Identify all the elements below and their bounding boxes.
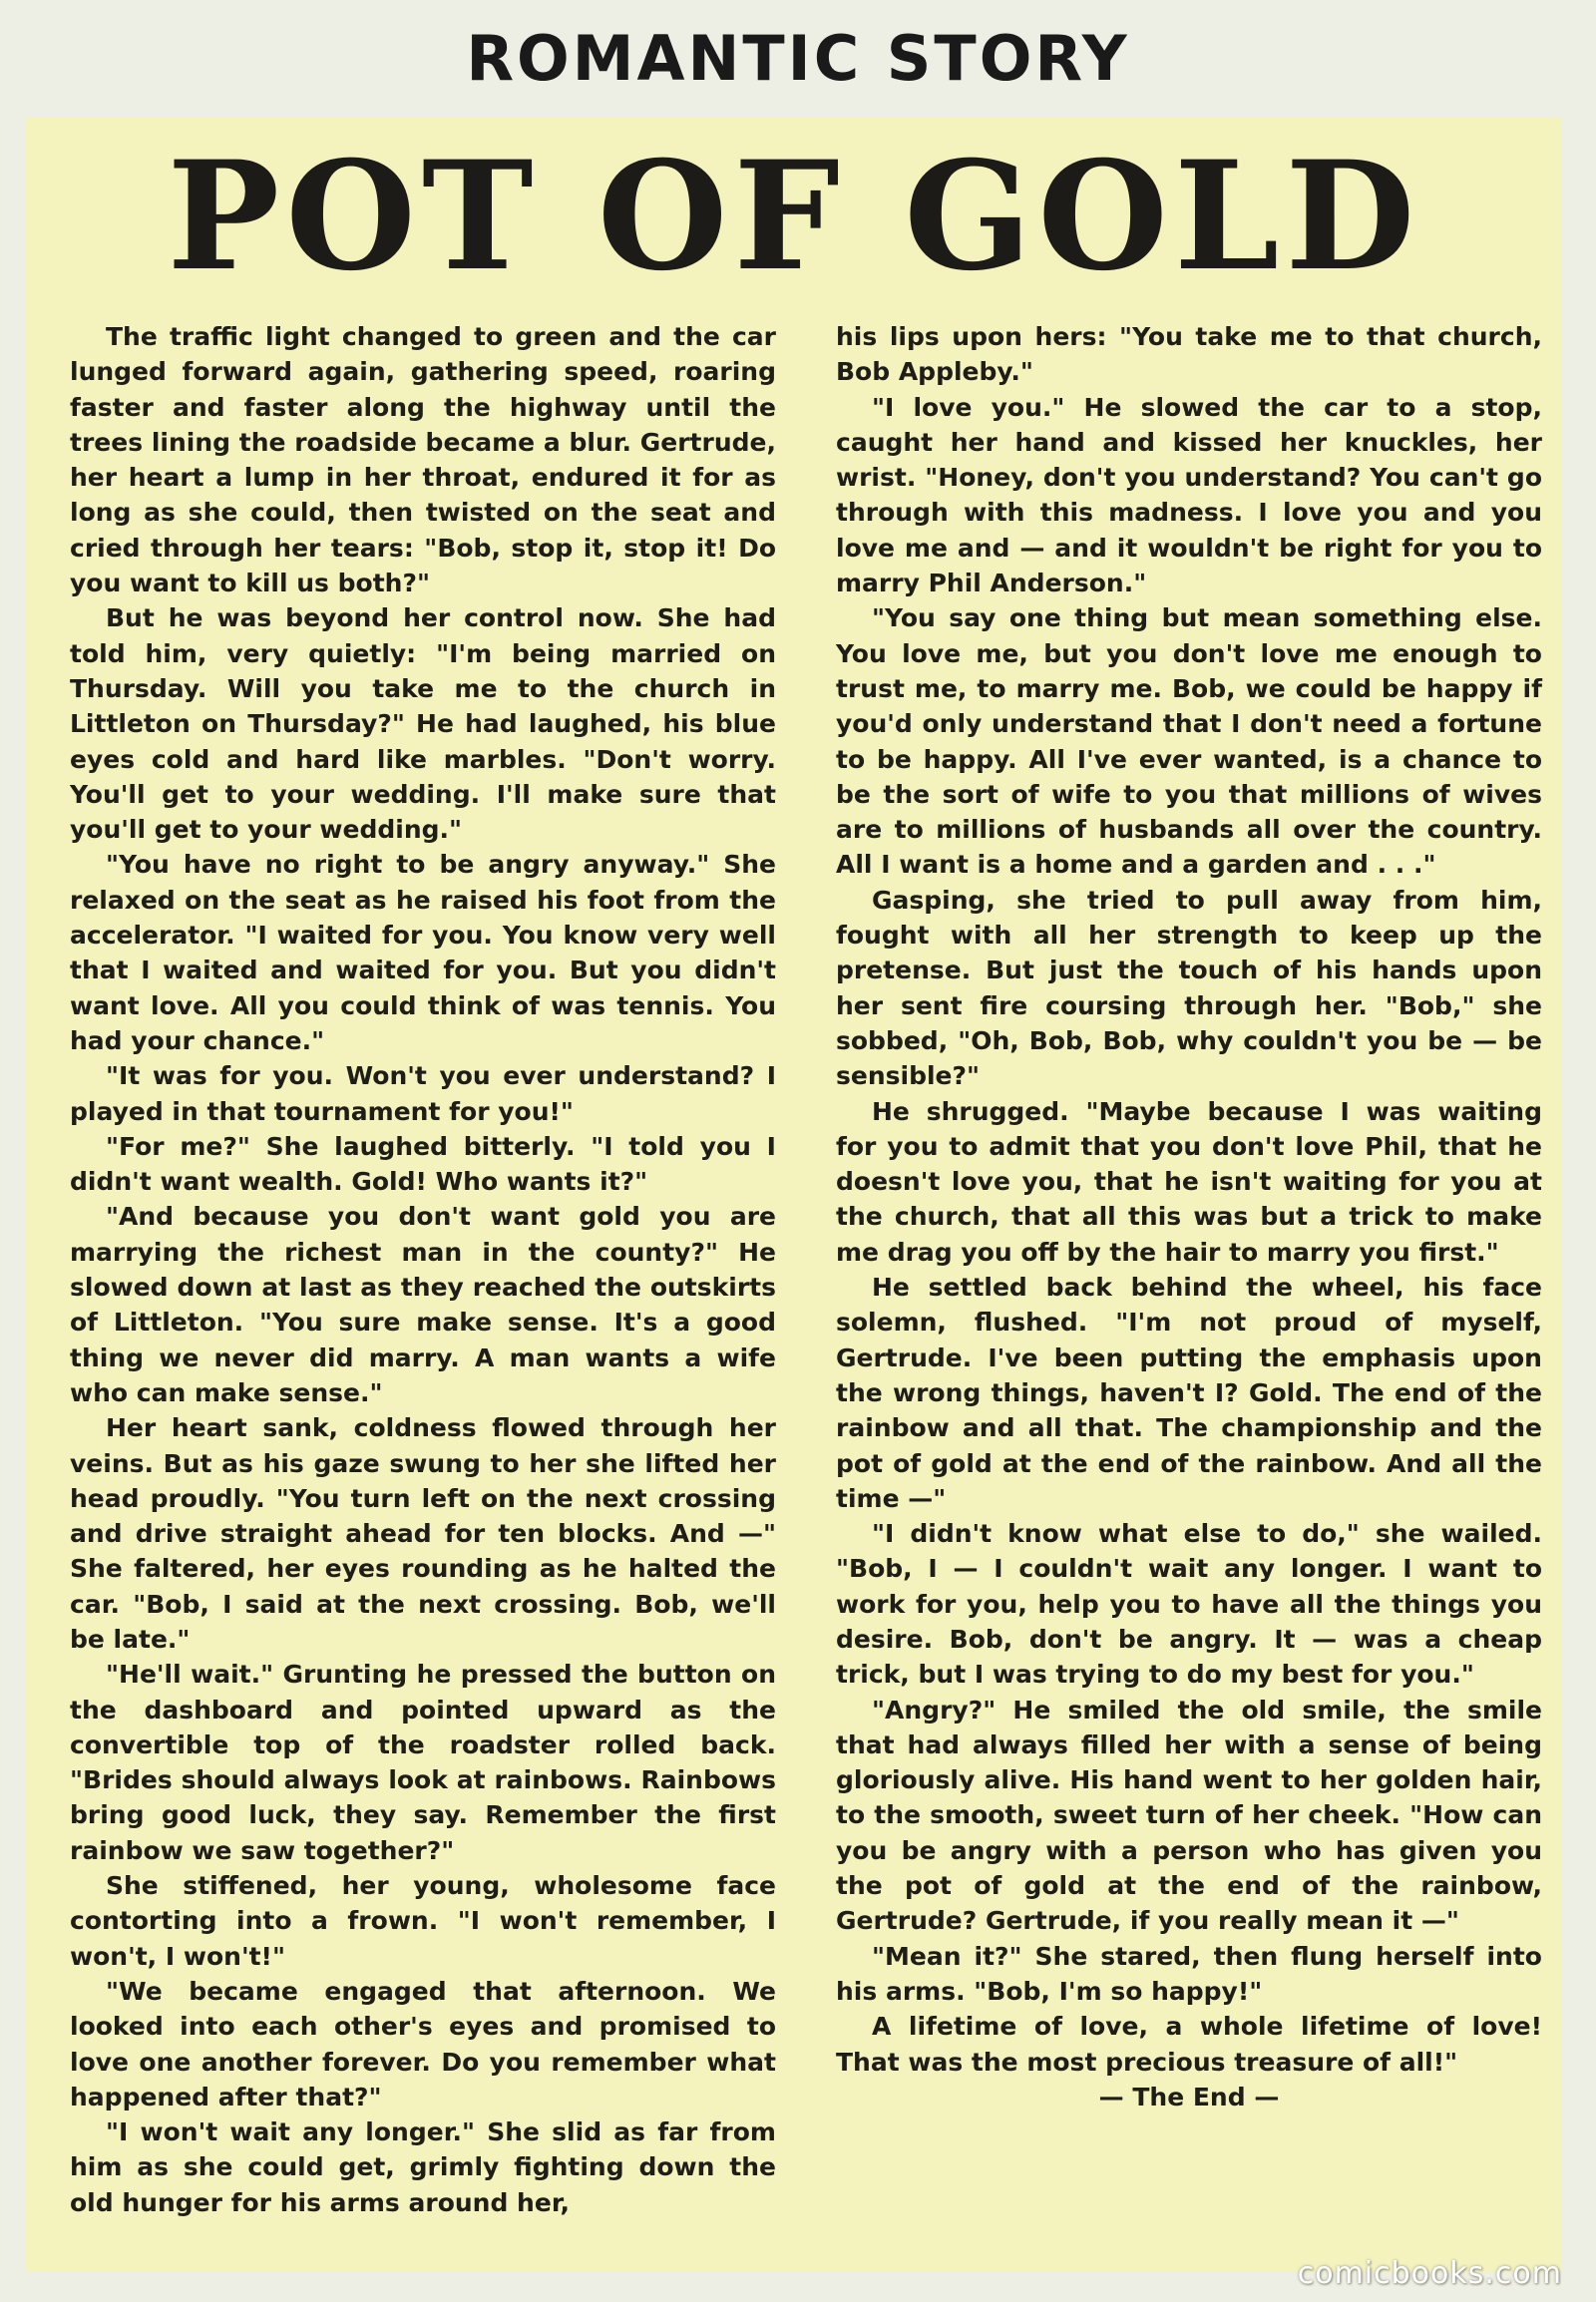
paragraph-continuation: his lips upon hers: "You take me to that church, Bob Appleby." — [836, 322, 1542, 387]
paragraph: She stiffened, her young, wholesome face contorting into a frown. "I won't remember, I won't, I won't!" — [70, 1871, 776, 1971]
paragraph: "He'll wait." Grunting he pressed the button on the dashboard and pointed upward as the convertible top of the roadster rolled back. "Brides should always look at rainbows. Rainbows bring good luck, they say. Remember the first rainbow we saw together?" — [70, 1660, 776, 1865]
paragraph: He settled back behind the wheel, his face solemn, flushed. "I'm not proud of myself, Gertrude. I've been putting the emphasis upon the wrong things, haven't I? Gold. The end of the rainbow and all that. The championship and the pot of gold at the end of the rainbow. And all the time —" — [836, 1273, 1542, 1513]
paragraph: "We became engaged that afternoon. We looked into each other's eyes and promised to love one another forever. Do you remember what happened after that?" — [70, 1976, 776, 2111]
paragraph: But he was beyond her control now. She had told him, very quietly: "I'm being married on Thursday. Will you take me to the church in Littleton on Thursday?" He had laughed, his blue eyes cold and hard like marbles. "Don't worry. You'll get to your wedding. I'll make sure that you'll get to your wedding." — [70, 603, 776, 845]
paragraph: Her heart sank, coldness flowed through her veins. But as his gaze swung to her she lifted her head proudly. "You turn left on the next crossing and drive straight ahead for ten blocks. And —" She faltered, her eyes rounding as he halted the car. "Bob, I said at the next crossing. Bob, we'll be late." — [70, 1413, 776, 1654]
paragraph: "And because you don't want gold you are marrying the richest man in the county?" He slowed down at last as they reached the outskirts of Littleton. "You sure make sense. It's a good thing we never did marry. A man wants a wife who can make sense." — [70, 1202, 776, 1407]
left-column — [70, 319, 776, 2220]
paragraph: "I love you." He slowed the car to a stop, caught her hand and kissed her knuckles, her wrist. "Honey, don't you understand? You can't go through with this madness. I love you and you love me and — and it wouldn't be right for you to marry Phil Anderson." — [836, 392, 1542, 598]
watermark: comicbooks.com — [1297, 2256, 1562, 2291]
story-title: POT OF GOLD — [167, 129, 1421, 304]
paragraph: "I won't wait any longer." She slid as far from him as she could get, grimly fighting down the old hunger for his arms around her, — [70, 2117, 776, 2217]
paragraph: A lifetime of love, a whole lifetime of love! That was the most precious treasure of all!" — [836, 2012, 1542, 2077]
paragraph: "You say one thing but mean something else. You love me, but you don't love me enough to trust me, to marry me. Bob, we could be happy if you'd only understand that I don't need a fortune to be happy. All I've ever wanted, is a chance to be the sort of wife to you that millions of wives are to millions of husbands all over the country. All I want is a home and a garden and . . ." — [836, 603, 1542, 880]
paragraph: Gasping, she tried to pull away from him, fought with all her strength to keep up the pretense. But just the touch of his hands upon her sent fire coursing through her. "Bob," she sobbed, "Oh, Bob, Bob, why couldn't you be — be sensible?" — [836, 885, 1542, 1091]
paragraph: "I didn't know what else to do," she wailed. "Bob, I — I couldn't wait any longer. I want to work for you, help you to have all the things you desire. Bob, don't be angry. It — was a cheap trick, but I was trying to do my best for you." — [836, 1519, 1542, 1690]
paragraph: "You have no right to be angry anyway." She relaxed on the seat as he raised his foot from the accelerator. "I waited for you. You know very well that I waited and waited for you. But you didn't want love. All you could think of was tennis. You had your chance." — [70, 850, 776, 1055]
paragraph: "Angry?" He smiled the old smile, the smile that had always filled her with a sense of being gloriously alive. His hand went to her golden hair, to the smooth, sweet turn of her cheek. "How can you be angry with a person who has given you the pot of gold at the end of the rainbow, Gertrude? Gertrude, if you really mean it —" — [836, 1695, 1542, 1936]
section-header: ROMANTIC STORY — [466, 22, 1130, 95]
paragraph: The traffic light changed to green and the car lunged forward again, gathering speed, roaring faster and faster along the highway until the trees lining the roadside became a blur. Gertrude, her heart a lump in her throat, endured it for as long as she could, then twisted on the seat and cried through her tears: "Bob, stop it, stop it! Do you want to kill us both?" — [70, 322, 776, 598]
paragraph: "Mean it?" She stared, then flung herself into his arms. "Bob, I'm so happy!" — [836, 1941, 1542, 2006]
paragraph: "For me?" She laughed bitterly. "I told you I didn't want wealth. Gold! Who wants it?" — [70, 1131, 776, 1197]
right-column — [836, 319, 1542, 2114]
paragraph: He shrugged. "Maybe because I was waiting for you to admit that you don't love Phil, that he doesn't love you, that he isn't waiting for you at the church, that all this was but a trick to make me drag you off by the hair to marry you first." — [836, 1096, 1542, 1267]
the-end-label: — The End — — [1098, 2082, 1280, 2111]
paragraph: "It was for you. Won't you ever understand? I played in that tournament for you!" — [70, 1061, 776, 1126]
